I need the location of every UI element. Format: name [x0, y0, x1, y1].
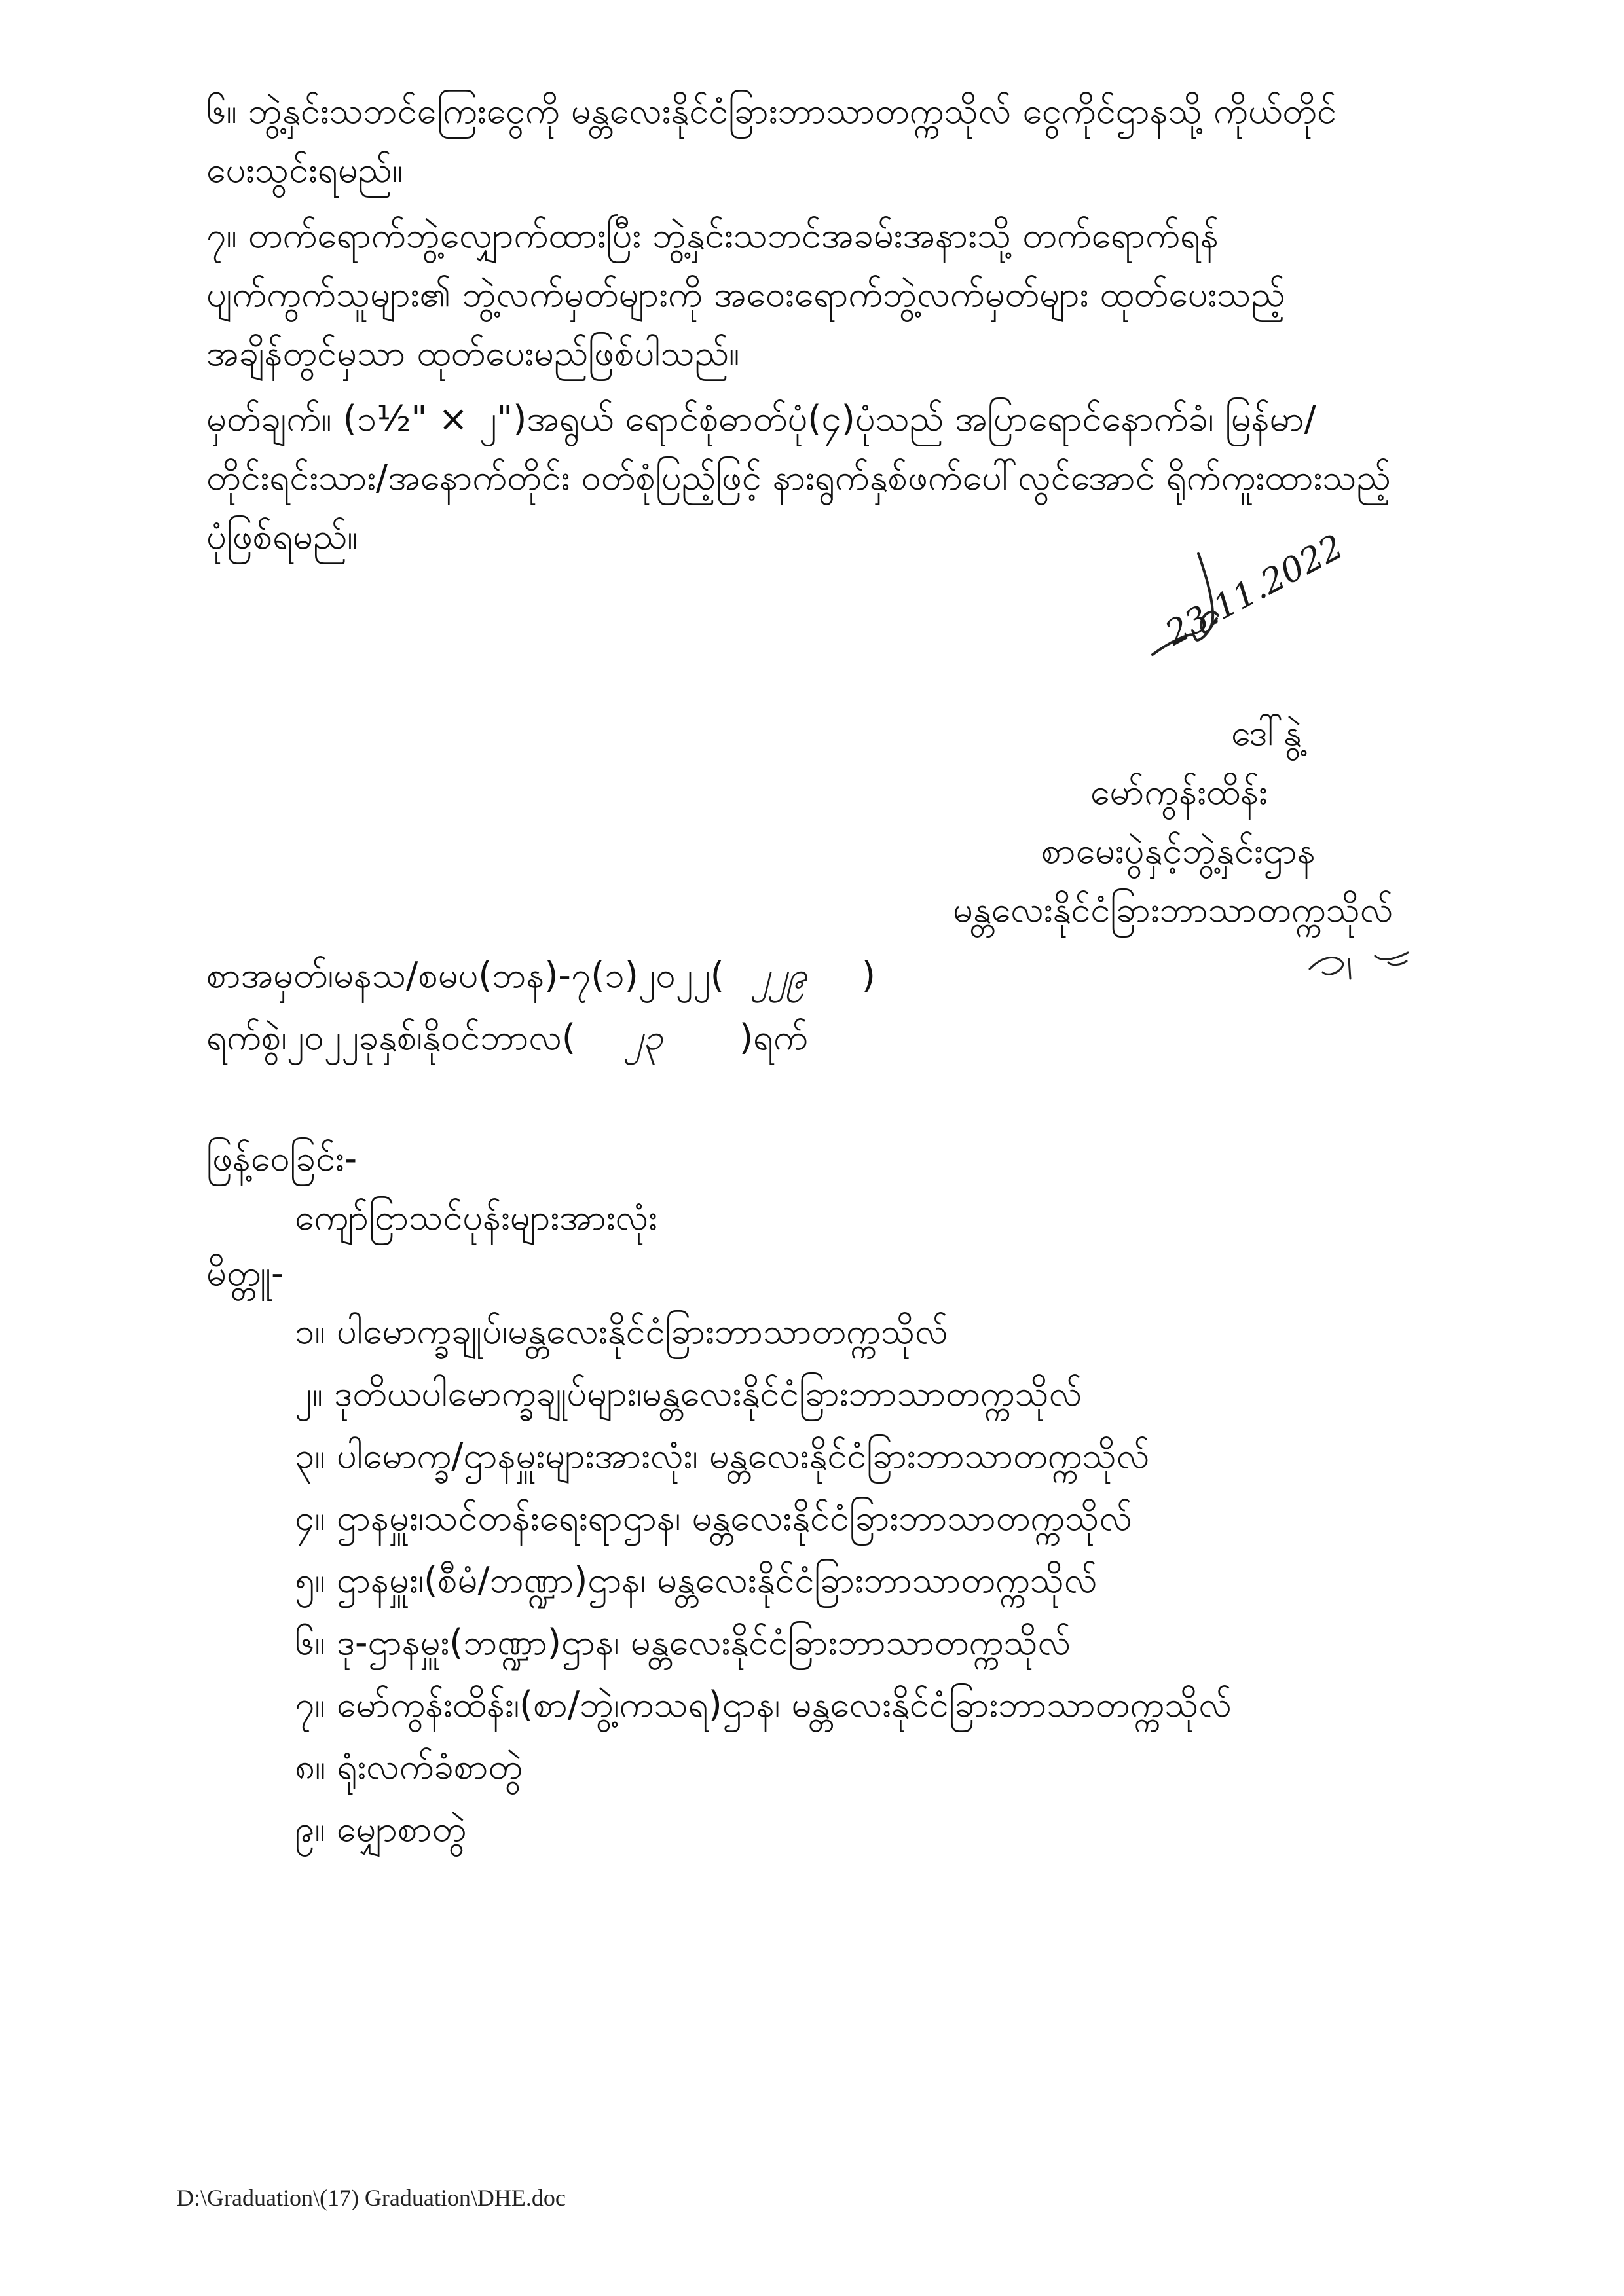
- paragraph-6-line-1: ၆။ ဘွဲ့နှင်းသဘင်ကြေးငွေကို မန္တလေးနိုင်ငံခြားဘာသာတက္ကသိုလ် ငွေကိုင်ဌာနသို့ ကိုယ်တိုင်: [206, 90, 1337, 132]
- copy-item: ၈။ ရုံးလက်ခံစာတွဲ: [295, 1746, 523, 1787]
- letter-date: [206, 1008, 808, 1067]
- signatory-department: စာမေးပွဲနှင့်ဘွဲ့နှင်းဌာန: [1041, 830, 1316, 871]
- copy-item: ၉။ မျှောစာတွဲ: [295, 1808, 467, 1850]
- letter-date-handwritten: ၂၃: [625, 1017, 663, 1058]
- paragraph-7-line-1: ၇။ တက်ရောက်ဘွဲ့လျှောက်ထားပြီး ဘွဲ့နှင်းသဘင်အခမ်းအနားသို့ တက်ရောက်ရန်: [206, 215, 1219, 256]
- copy-item: ၇။ မော်ကွန်းထိန်း၊(စာ/ဘွဲ့၊ကသရ)ဌာန၊ မန္တလေးနိုင်ငံခြားဘာသာတက္ကသိုလ်: [295, 1684, 1232, 1725]
- signature-date: 23.11.2022: [1159, 527, 1350, 653]
- distribution-recipient: ကျော်ငြာသင်ပုန်းများအားလုံး: [295, 1197, 657, 1238]
- letter-number-suffix: ): [861, 955, 876, 996]
- letter-date-suffix: )ရက်: [739, 1017, 808, 1058]
- paragraph-7-line-2: ပျက်ကွက်သူများ၏ ဘွဲ့လက်မှတ်များကို အဝေးရောက်ဘွဲ့လက်မှတ်များ ထုတ်ပေးသည့်: [206, 274, 1285, 315]
- copy-item: ၁။ ပါမောက္ခချုပ်၊မန္တလေးနိုင်ငံခြားဘာသာတက္ကသိုလ်: [295, 1311, 948, 1352]
- copy-item: ၃။ ပါမောက္ခ/ဌာနမှူးများအားလုံး၊ မန္တလေးနိုင်ငံခြားဘာသာတက္ကသိုလ်: [295, 1435, 1150, 1476]
- signatory-title: ဒေါ်နွဲ့: [1231, 712, 1302, 754]
- copy-item: ၂။ ဒုတိယပါမောက္ခချုပ်များ၊မန္တလေးနိုင်ငံခြားဘာသာတက္ကသိုလ်: [295, 1373, 1082, 1414]
- letter-number: [206, 946, 876, 1005]
- note-line-2: တိုင်းရင်းသား/အနောက်တိုင်း ဝတ်စုံပြည့်ဖြင့် နားရွက်နှစ်ဖက်ပေါ်လွင်အောင် ရိုက်ကူးထားသည့်: [206, 457, 1391, 498]
- paragraph-6-line-2: ပေးသွင်းရမည်။: [206, 149, 403, 191]
- copies-heading: မိတ္တူ-: [206, 1252, 284, 1294]
- signatory-position: မော်ကွန်းထိန်း: [1090, 771, 1268, 812]
- initials-scribble-icon: [1303, 943, 1421, 989]
- file-path-footer: D:\Graduation\(17) Graduation\DHE.doc: [177, 2185, 566, 2211]
- paragraph-7-line-3: အချိန်တွင်မှသာ ထုတ်ပေးမည်ဖြစ်ပါသည်။: [206, 333, 740, 374]
- paragraph-6: [206, 82, 1509, 200]
- copy-item: ၄။ ဌာနမှူး၊သင်တန်းရေးရာဌာန၊ မန္တလေးနိုင်ငံခြားဘာသာတက္ကသိုလ်: [295, 1497, 1132, 1539]
- letter-number-prefix: စာအမှတ်၊မနသ/စမပ(ဘန)-၇(၁)၂၀၂၂(: [206, 955, 724, 996]
- distribution-heading: ဖြန့်ဝေခြင်း-: [206, 1138, 358, 1179]
- paragraph-7: [206, 206, 1509, 383]
- letter-number-handwritten: ၂၂၉: [752, 955, 807, 996]
- copy-item: ၆။ ဒု-ဌာနမှူး(ဘဏ္ဍာ)ဌာန၊ မန္တလေးနိုင်ငံခြားဘာသာတက္ကသိုလ်: [295, 1622, 1071, 1663]
- note-line-1: မှတ်ချက်။ (၁½" × ၂")အရွယ် ရောင်စုံဓာတ်ပုံ(၄)ပုံသည် အပြာရောင်နောက်ခံ၊ မြန်မာ/: [206, 398, 1316, 439]
- signatory-university: မန္တလေးနိုင်ငံခြားဘာသာတက္ကသိုလ်: [953, 889, 1393, 930]
- copy-item: ၅။ ဌာနမှူး၊(စီမံ/ဘဏ္ဍာ)ဌာန၊ မန္တလေးနိုင်ငံခြားဘာသာတက္ကသိုလ်: [295, 1559, 1098, 1601]
- note-line-3: ပုံဖြစ်ရမည်။: [206, 516, 358, 557]
- letter-date-prefix: ရက်စွဲ၊၂၀၂၂ခုနှစ်၊နိုဝင်ဘာလ(: [206, 1017, 576, 1058]
